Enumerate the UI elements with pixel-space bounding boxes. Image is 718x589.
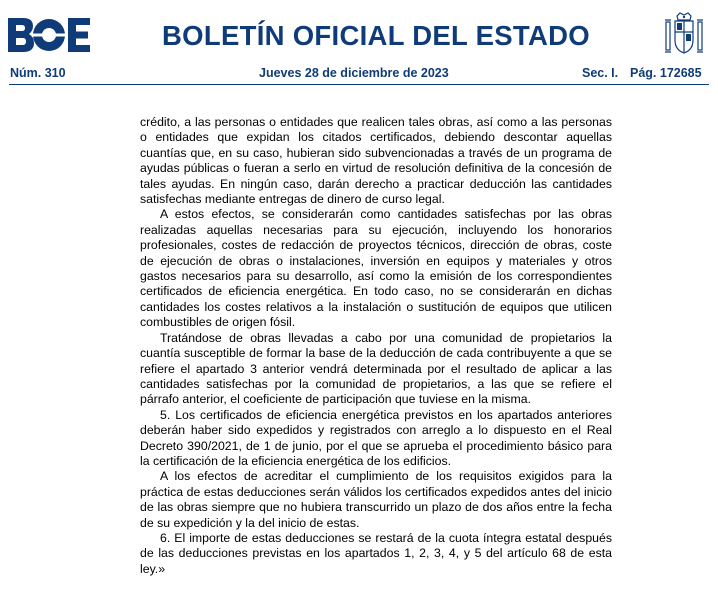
- boe-logo: [8, 18, 90, 52]
- document-body: [140, 115, 612, 577]
- issue-date: Jueves 28 de diciembre de 2023: [259, 66, 449, 80]
- paragraph: 6. El importe de estas deducciones se restará de la cuota íntegra estatal después de las deducciones previstas en los apartados 1, 2, 3, 4, y 5 del artículo 68 de esta ley.»: [140, 530, 612, 576]
- page-number: Pág. 172685: [630, 66, 702, 80]
- paragraph: A estos efectos, se considerarán como cantidades satisfechas por las obras realizadas aquellas necesarias para su ejecución, incluyendo los honorarios profesionales, costes de redacción de proyectos técnicos, dirección de obras, coste de ejecución de obras o instalaciones, inversión en equipos y materiales y otros gastos necesarios para su desarrollo, así como la emisión de los correspondientes certificados de eficiencia energética. En todo caso, no se considerarán en dichas cantidades los costes relativos a la instalación o sustitución de equipos que utilicen combustibles de origen fósil.: [140, 207, 612, 330]
- paragraph: A los efectos de acreditar el cumplimiento de los requisitos exigidos para la práctica de estas deducciones serán válidos los certificados expedidos antes del inicio de las obras siempre que no hubiera transcurrido un plazo de dos años entre la fecha de su expedición y la del inicio de estas.: [140, 469, 612, 530]
- header-divider: [9, 84, 709, 85]
- paragraph: Tratándose de obras llevadas a cabo por una comunidad de propietarios la cuantía susceptible de formar la base de la deducción de cada contribuyente a que se refiere el apartado 3 anterior vendrá determinada por el resultado de aplicar a las cantidades satisfechas por la comunidad de propietarios, a las que se refiere el párrafo anterior, el coeficiente de participación que tuviese en la misma.: [140, 330, 612, 407]
- section-label: Sec. I.: [582, 66, 619, 80]
- issue-number: Núm. 310: [10, 66, 66, 80]
- coat-of-arms-icon: [663, 12, 705, 58]
- paragraph: crédito, a las personas o entidades que realicen tales obras, así como a las personas o entidades que expidan los citados certificados, debiendo descontar aquellas cuantías que, en su caso, hubieran sido subvencionadas a través de un programa de ayudas públicas o fueran a serlo en virtud de resolución definitiva de la concesión de tales ayudas. En ningún caso, darán derecho a practicar deducción las cantidades satisfechas mediante entregas de dinero de curso legal.: [140, 115, 612, 207]
- page-title: BOLETÍN OFICIAL DEL ESTADO: [162, 20, 590, 51]
- paragraph: 5. Los certificados de eficiencia energética previstos en los apartados anteriores deberán haber sido expedidos y registrados con arreglo a lo dispuesto en el Real Decreto 390/2021, de 1 de junio, por el que se aprueba el procedimiento básico para la certificación de la eficiencia energética de los edificios.: [140, 407, 612, 468]
